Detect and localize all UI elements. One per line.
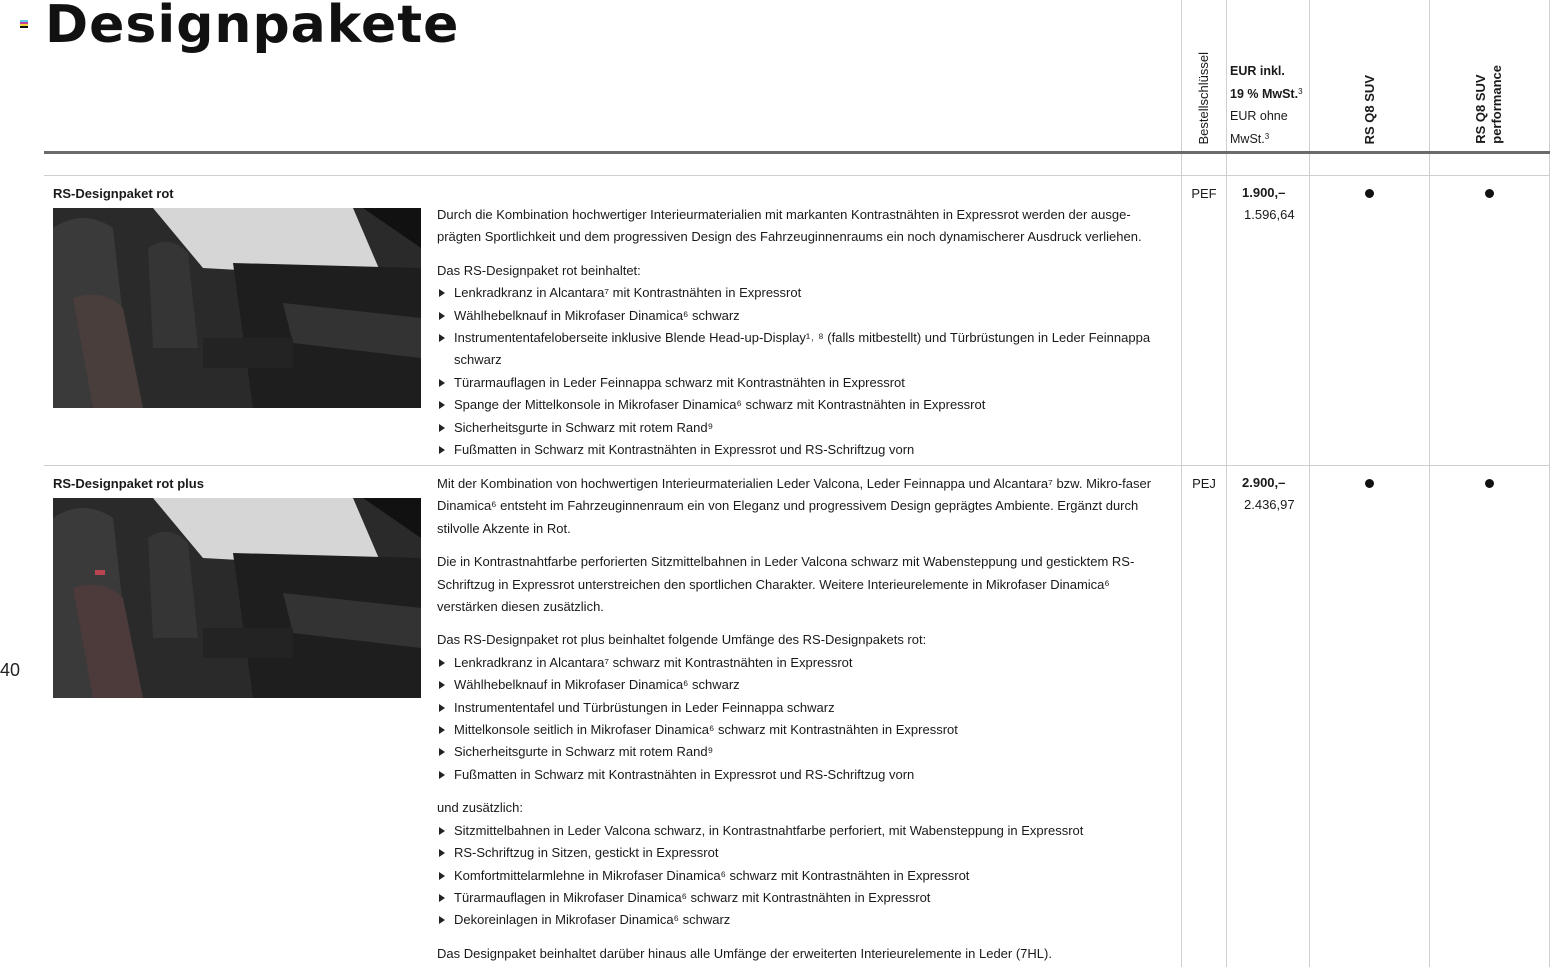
list-item: Sicherheitsgurte in Schwarz mit rotem Rand⁹ <box>437 741 1172 763</box>
header-model-rs-q8 <box>1310 0 1429 150</box>
print-color-marks <box>20 20 28 28</box>
price-excl-label-2: MwSt. <box>1230 131 1265 146</box>
price-incl-label-2: 19 % MwSt. <box>1230 86 1299 101</box>
package-description <box>437 204 1172 461</box>
list-item: Sitzmittelbahnen in Leder Valcona schwarz, in Kontrastnahtfarbe perforiert, mit Wabensteppung in Expressrot <box>437 820 1172 842</box>
list-item: Türarmauflagen in Mikrofaser Dinamica⁶ schwarz mit Kontrastnähten in Expressrot <box>437 887 1172 909</box>
package-intro: Durch die Kombination hochwertiger Interieurmaterialien mit markanten Kontrastnähten in Expressrot werden der ausge-prägten Sportlichkeit und dem progressiven Design des Fahrzeuginnenraums ein noch dynamischerer Ausdruck verliehen. <box>437 207 1142 245</box>
price-incl: 1.900,– <box>1242 185 1286 200</box>
price-excl: 1.596,64 <box>1244 207 1295 222</box>
extra-heading: und zusätzlich: <box>437 800 523 816</box>
list-heading: Das RS-Designpaket rot beinhaltet: <box>437 262 641 278</box>
feature-list <box>437 652 1172 786</box>
list-item: RS-Schriftzug in Sitzen, gestickt in Expressrot <box>437 842 1172 864</box>
page-number: 40 <box>0 660 21 680</box>
list-item: Sicherheitsgurte in Schwarz mit rotem Rand⁹ <box>437 417 1172 439</box>
row-divider <box>44 465 1550 466</box>
list-item: Komfortmittelarmlehne in Mikrofaser Dinamica⁶ schwarz mit Kontrastnähten in Expressrot <box>437 865 1172 887</box>
package-name: RS-Designpaket rot <box>53 186 174 201</box>
order-code: PEJ <box>1192 476 1216 491</box>
list-item: Lenkradkranz in Alcantara⁷ schwarz mit Kontrastnähten in Expressrot <box>437 652 1172 674</box>
extra-feature-list <box>437 820 1172 932</box>
order-key-label: Bestellschlüssel <box>1196 51 1211 144</box>
footer-note: Das Designpaket beinhaltet darüber hinaus alle Umfänge der erweiterten Interieurelemente in Leder (7HL). <box>437 945 1052 961</box>
list-item: Fußmatten in Schwarz mit Kontrastnähten in Expressrot und RS-Schriftzug vorn <box>437 764 1172 786</box>
list-item: Wählhebelknauf in Mikrofaser Dinamica⁶ schwarz <box>437 305 1172 327</box>
list-item: Türarmauflagen in Leder Feinnappa schwarz mit Kontrastnähten in Expressrot <box>437 372 1172 394</box>
price-cell <box>1230 472 1308 516</box>
order-code: PEF <box>1191 186 1217 201</box>
availability-dot-rs-q8-performance <box>1485 189 1494 198</box>
package-intro: Mit der Kombination von hochwertigen Interieurmaterialien Leder Valcona, Leder Feinnappa und Alcantara⁷ bzw. Mikro-faser Dinamica⁶ entsteht im Fahrzeuginnenraum ein von Eleganz und progressivem Design geprägtes Ambiente. Ergänzt durch stilvolle Akzente in Rot. <box>437 476 1152 536</box>
page-title: Designpakete <box>45 0 460 55</box>
footnote-ref: 3 <box>1298 86 1303 96</box>
list-item: Spange der Mittelkonsole in Mikrofaser Dinamica⁶ schwarz mit Kontrastnähten in Expressrot <box>437 394 1172 416</box>
package-image <box>53 498 421 698</box>
list-item: Wählhebelknauf in Mikrofaser Dinamica⁶ schwarz <box>437 674 1172 696</box>
package-image <box>53 208 421 408</box>
price-cell <box>1230 182 1308 226</box>
list-item: Instrumententafel und Türbrüstungen in Leder Feinnappa schwarz <box>437 697 1172 719</box>
footnote-ref: 3 <box>1264 131 1270 141</box>
list-item: Dekoreinlagen in Mikrofaser Dinamica⁶ schwarz <box>437 909 1172 931</box>
price-excl: 2.436,97 <box>1244 497 1295 512</box>
list-item: Mittelkonsole seitlich in Mikrofaser Dinamica⁶ schwarz mit Kontrastnähten in Expressrot <box>437 719 1172 741</box>
availability-dot-rs-q8 <box>1365 479 1374 488</box>
availability-dot-rs-q8 <box>1365 189 1374 198</box>
model-1-label: RS Q8 SUV <box>1362 74 1377 144</box>
header-order-key <box>1183 0 1225 150</box>
availability-dot-rs-q8-performance <box>1485 479 1494 488</box>
header-price <box>1230 60 1303 150</box>
price-incl-label-1: EUR inkl. <box>1230 64 1285 78</box>
price-excl-label-1: EUR ohne <box>1230 109 1288 123</box>
model-2-label: RS Q8 SUV performance <box>1473 65 1504 144</box>
feature-list <box>437 282 1172 461</box>
header-model-rs-q8-performance <box>1430 0 1549 150</box>
price-incl: 2.900,– <box>1242 475 1286 490</box>
package-name: RS-Designpaket rot plus <box>53 476 204 491</box>
row-divider <box>44 175 1550 176</box>
list-item: Fußmatten in Schwarz mit Kontrastnähten in Expressrot und RS-Schriftzug vorn <box>437 439 1172 461</box>
package-intro-2: Die in Kontrastnahtfarbe perforierten Sitzmittelbahnen in Leder Valcona schwarz mit Wabensteppung und gesticktem RS-Schriftzug in Expressrot unterstreichen den sportlichen Charakter. Weitere Interieurelemente in Mikrofaser Dinamica⁶ verstärken diesen zusätzlich. <box>437 554 1135 615</box>
package-description <box>437 473 1172 965</box>
header-rule <box>44 151 1550 154</box>
list-item: Lenkradkranz in Alcantara⁷ mit Kontrastnähten in Expressrot <box>437 282 1172 304</box>
column-divider <box>1226 0 1227 967</box>
list-heading: Das RS-Designpaket rot plus beinhaltet folgende Umfänge des RS-Designpakets rot: <box>437 632 927 648</box>
column-divider <box>1181 0 1182 967</box>
list-item: Instrumententafeloberseite inklusive Blende Head-up-Display¹˒ ⁸ (falls mitbestellt) und Türbrüstungen in Leder Feinnappa schwarz <box>437 327 1172 372</box>
